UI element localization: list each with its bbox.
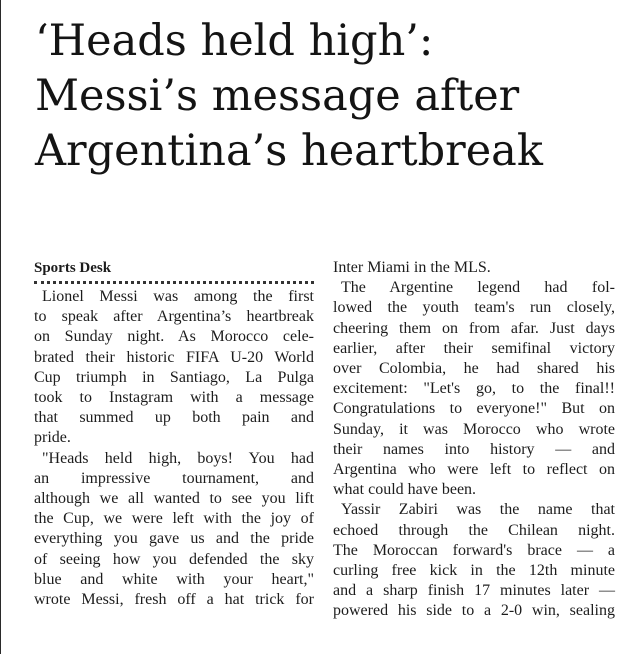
body-line: Argentina who were left to reflect on	[333, 461, 615, 479]
body-line: an impressive tournament, and	[34, 469, 314, 487]
body-line: cheering them on from afar. Just days	[333, 319, 615, 337]
body-line: curling free kick in the 12th minute	[333, 562, 615, 580]
body-line: echoed through the Chilean night.	[333, 521, 615, 539]
body-line: what could have been.	[333, 481, 477, 499]
body-line: their names into history — and	[333, 440, 615, 458]
body-line: blue and white with your heart,"	[34, 570, 314, 588]
body-line: Cup triumph in Santiago, La Pulga	[34, 368, 314, 386]
body-line: the Cup, we were left with the joy of	[34, 510, 314, 528]
body-line: earlier, after their semifinal victory	[333, 339, 615, 357]
body-line: of seeing how you defended the sky	[34, 550, 314, 568]
body-line: to speak after Argentina’s heartbreak	[34, 308, 314, 326]
body-line: brated their historic FIFA U-20 World	[34, 348, 314, 366]
body-line: Lionel Messi was among the first	[42, 288, 314, 305]
headline-line: Argentina’s heartbreak	[35, 126, 543, 176]
body-line: Congratulations to everyone!" But on	[333, 400, 615, 418]
body-line: Yassir Zabiri was the name that	[341, 501, 615, 519]
body-line: that summed up both pain and	[34, 409, 314, 427]
body-line: everything you gave us and the pride	[34, 530, 314, 548]
byline: Sports Desk	[34, 258, 314, 284]
body-line: The Moroccan forward's brace — a	[333, 541, 615, 559]
body-line: lowed the youth team's run closely,	[333, 299, 615, 317]
body-line: although we all wanted to see you lift	[34, 490, 314, 508]
left-column	[34, 258, 314, 610]
body-line: pride.	[34, 429, 71, 447]
body-line: Inter Miami in the MLS.	[333, 259, 491, 276]
body-line: Sunday, it was Morocco who wrote	[333, 420, 615, 438]
body-line: and a sharp finish 17 minutes later —	[333, 582, 615, 600]
headline	[35, 14, 615, 179]
body-line: wrote Messi, fresh off a hat trick for	[34, 591, 314, 609]
headline-line: ‘Heads held high’:	[35, 16, 434, 66]
body-line: powered his side to a 2-0 win, sealing	[333, 602, 615, 620]
body-line: took to Instagram with a message	[34, 389, 314, 407]
body-line: excitement: "Let's go, to the final!!	[333, 380, 615, 398]
body-line: The Argentine legend had fol-	[341, 279, 615, 297]
right-column	[333, 258, 615, 622]
body-line: "Heads held high, boys! You had	[42, 449, 314, 467]
body-line: over Colombia, he had shared his	[333, 360, 615, 378]
headline-line: Messi’s message after	[35, 71, 520, 121]
body-line: on Sunday night. As Morocco cele-	[34, 328, 314, 346]
